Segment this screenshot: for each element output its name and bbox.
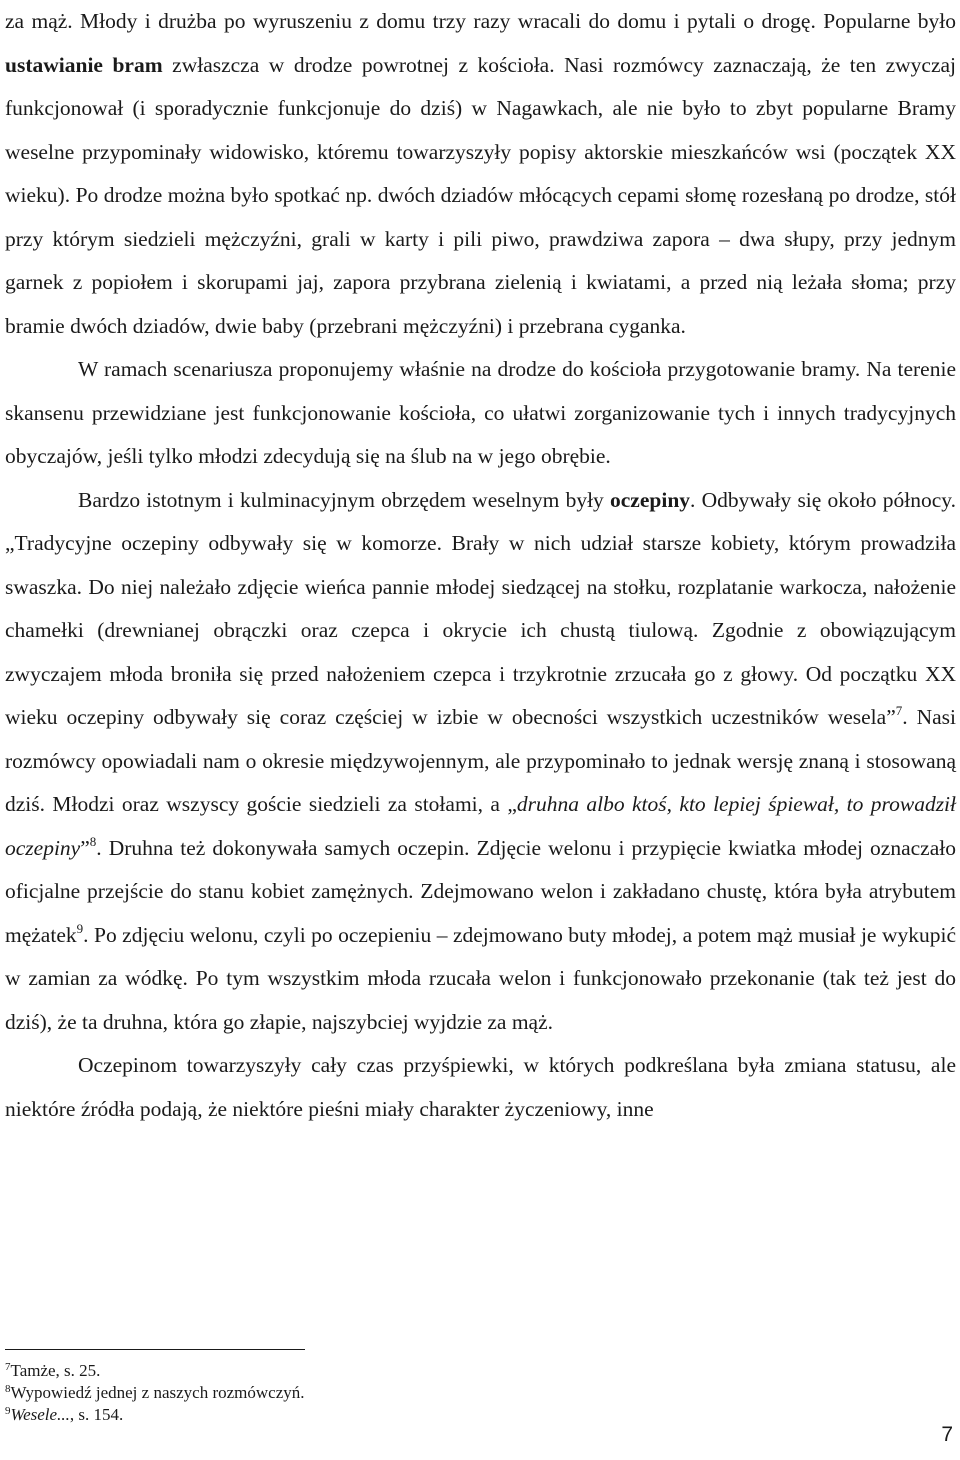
- footnote: [5, 1360, 905, 1382]
- paragraph: [5, 479, 956, 1045]
- text-run: . Druhna też dokonywała samych oczepin. Zdjęcie welonu i przypięcie kwiatka młodej oznaczało oficjalne przejście do stanu kobiet zamężnych. Zdejmowano welon i zakładano chustę, która była atrybutem mężatek: [5, 835, 956, 947]
- text-run: ”: [80, 835, 90, 860]
- text-run: W ramach scenariusza proponujemy właśnie na drodze do kościoła przygotowanie bramy. Na terenie skansenu przewidziane jest funkcjonowanie kościoła, co ułatwi zorganizowanie tych i innych tradycyjnych obyczajów, jeśli tylko młodzi zdecydują się na ślub na w jego obrębie.: [5, 357, 956, 468]
- bold-text: oczepiny: [610, 487, 691, 512]
- text-run: Oczepinom towarzyszyły cały czas przyśpiewki, w których podkreślana była zmiana statusu, ale niektóre źródła podają, że niektóre pieśni miały charakter życzeniowy, inne: [5, 1053, 956, 1121]
- footnote-number: 8: [5, 1383, 11, 1395]
- text-run: . Nasi rozmówcy opowiadali nam o okresie międzywojennym, ale przypominało to jednak wersję znaną i stosowaną dziś. Młodzi oraz wszyscy goście siedzieli za stołami, a „: [5, 705, 956, 816]
- footnote-reference: 9: [76, 920, 84, 936]
- italic-text: druhna albo ktoś, kto lepiej śpiewał, to prowadził oczepiny: [5, 792, 957, 860]
- footnotes: [5, 1360, 905, 1426]
- paragraph: [5, 348, 956, 479]
- text-run: zwłaszcza w drodze powrotnej z kościoła. Nasi rozmówcy zaznaczają, że ten zwyczaj funkcjonował (i sporadycznie funkcjonuje do dziś) w Nagawkach, ale nie było to zbyt popularne Bramy weselne przypominały widowisko, któremu towarzyszyły popisy aktorskie mieszkańców wsi (początek XX wieku). Po drodze można było spotkać np. dwóch dziadów młócących cepami słomę rozesłaną po drodze, stół przy którym siedzieli mężczyźni, grali w karty i pili piwo, prawdziwa zapora – dwa słupy, przy jednym garnek z popiołem i skorupami jaj, zapora przybrana zielenią i kwiatami, a przed nią leżała słoma; przy bramie dwóch dziadów, dwie baby (przebrani mężczyźni) i przebrana cyganka.: [5, 52, 956, 338]
- body-text: [5, 0, 956, 1131]
- text-run: . Odbywały się około północy. „Tradycyjne oczepiny odbywały się w komorze. Brały w nich udział starsze kobiety, którym prowadziła swaszka. Do niej należało zdjęcie wieńca pannie młodej siedzącej na stołku, rozplatanie warkocza, nałożenie chamełki (drewnianej obrączki oraz czepca i okrycie ich chustą tiulową. Zgodnie z obowiązującym zwyczajem młoda broniła się przed nałożeniem czepca i trzykrotnie zrzucała go z głowy. Od początku XX wieku oczepiny odbywały się coraz częściej w izbie w obecności wszystkich uczestników wesela”: [5, 487, 956, 729]
- italic-text: Wesele...: [10, 1405, 70, 1424]
- footnote-reference: 7: [895, 703, 903, 718]
- text-run: za mąż. Młody i drużba po wyruszeniu z domu trzy razy wracali do domu i pytali o drogę. Popularne było: [5, 9, 956, 33]
- text-run: , s. 154.: [69, 1405, 124, 1424]
- text-run: Wypowiedź jednej z naszych rozmówczyń.: [10, 1383, 305, 1402]
- footnote-separator: [5, 1349, 305, 1350]
- paragraph: [5, 1044, 956, 1131]
- footnote: [5, 1404, 905, 1426]
- bold-text: ustawianie bram: [5, 52, 163, 77]
- footnote-reference: 8: [89, 833, 97, 849]
- text-run: Bardzo istotnym i kulminacyjnym obrzędem weselnym były: [78, 487, 611, 512]
- footnote-number: 9: [5, 1405, 11, 1417]
- paragraph: [5, 0, 956, 348]
- footnote: [5, 1382, 905, 1404]
- text-run: Tamże, s. 25.: [10, 1361, 101, 1380]
- footnote-number: 7: [5, 1361, 11, 1373]
- text-run: . Po zdjęciu welonu, czyli po oczepieniu – zdejmowano buty młodej, a potem mąż musiał je wykupić w zamian za wódkę. Po tym wszystkim młoda rzucała welon i funkcjonowało przekonanie (tak też jest do dziś), że ta druhna, która go złapie, najszybciej wyjdzie za mąż.: [5, 922, 956, 1034]
- page-number: 7: [941, 1423, 953, 1446]
